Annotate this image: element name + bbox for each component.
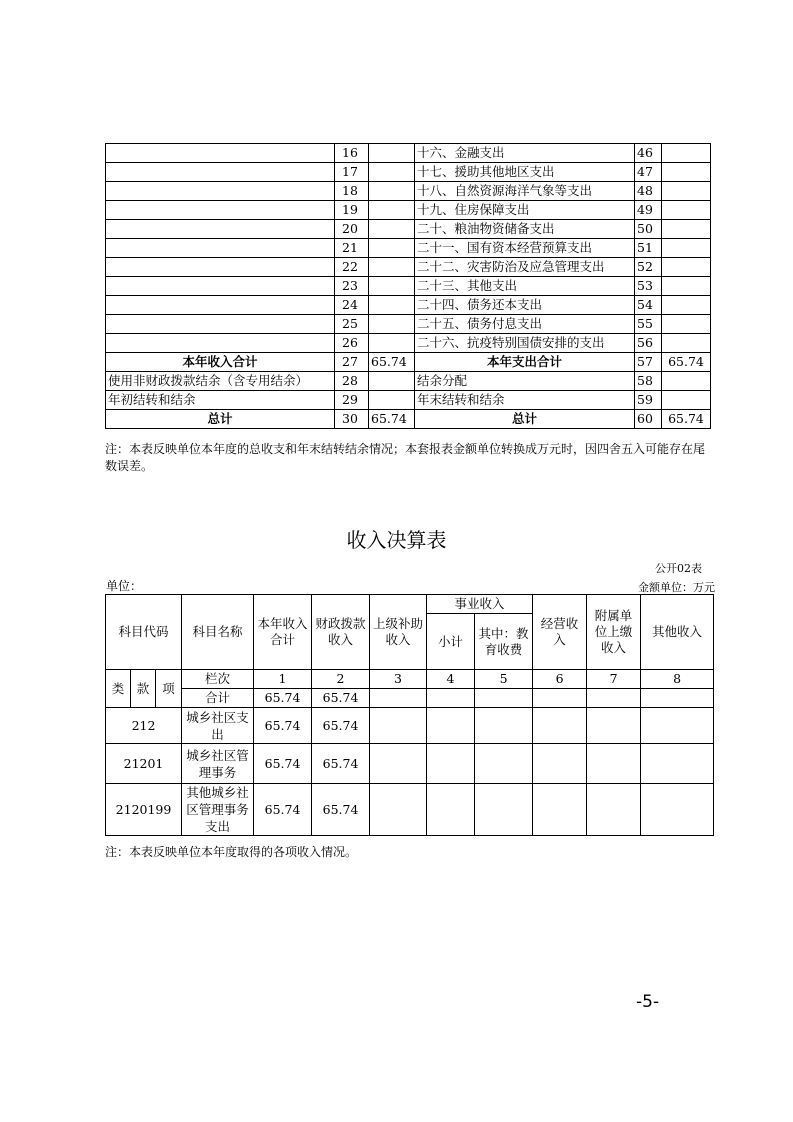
line-number: 18 bbox=[335, 182, 369, 201]
expense-line-number: 49 bbox=[635, 201, 662, 220]
expense-value-cell bbox=[662, 334, 711, 353]
table-row bbox=[106, 744, 714, 784]
fiscal-income: 65.74 bbox=[312, 784, 370, 836]
total-label: 合计 bbox=[182, 689, 254, 708]
expense-item: 二十一、国有资本经营预算支出 bbox=[415, 239, 635, 258]
table-row bbox=[106, 220, 711, 239]
fiscal-income: 65.74 bbox=[312, 744, 370, 784]
line-number: 25 bbox=[335, 315, 369, 334]
header-xiang: 项 bbox=[156, 670, 182, 708]
colnum-3: 3 bbox=[370, 670, 427, 689]
table-row bbox=[106, 296, 711, 315]
colnum-5: 5 bbox=[475, 670, 533, 689]
header-lei: 类 bbox=[106, 670, 131, 708]
expense-item: 二十五、债务付息支出 bbox=[415, 315, 635, 334]
income-item-cell bbox=[106, 239, 335, 258]
income-item-cell bbox=[106, 144, 335, 163]
value: 65.74 bbox=[369, 410, 415, 429]
header-annual-income: 本年收入合计 bbox=[254, 595, 312, 670]
table-row bbox=[106, 410, 711, 429]
expense-item: 十六、金融支出 bbox=[415, 144, 635, 163]
subject-code: 21201 bbox=[106, 744, 182, 784]
value-right bbox=[662, 372, 711, 391]
line-number: 17 bbox=[335, 163, 369, 182]
row-label: 本年收入合计 bbox=[106, 353, 335, 372]
total-fiscal: 65.74 bbox=[312, 689, 370, 708]
fiscal-income: 65.74 bbox=[312, 708, 370, 744]
income-value-cell bbox=[369, 334, 415, 353]
line-number: 22 bbox=[335, 258, 369, 277]
expense-value-cell bbox=[662, 239, 711, 258]
expense-line-number: 55 bbox=[635, 315, 662, 334]
header-column-no: 栏次 bbox=[182, 670, 254, 689]
row-label-right: 年末结转和结余 bbox=[415, 391, 635, 410]
line-number: 29 bbox=[335, 391, 369, 410]
colnum-4: 4 bbox=[427, 670, 475, 689]
income-table-title: 收入决算表 bbox=[346, 528, 447, 552]
expense-value-cell bbox=[662, 201, 711, 220]
expense-line-number: 52 bbox=[635, 258, 662, 277]
table-row bbox=[106, 277, 711, 296]
empty-cell bbox=[370, 744, 427, 784]
subject-code: 2120199 bbox=[106, 784, 182, 836]
row-label: 总计 bbox=[106, 410, 335, 429]
form-code: 公开02表 bbox=[655, 562, 702, 575]
expense-value-cell bbox=[662, 182, 711, 201]
table-row bbox=[106, 334, 711, 353]
empty-cell bbox=[533, 744, 587, 784]
line-number: 30 bbox=[335, 410, 369, 429]
expense-line-number: 56 bbox=[635, 334, 662, 353]
expense-item: 十九、住房保障支出 bbox=[415, 201, 635, 220]
table-row bbox=[106, 708, 714, 744]
expense-item: 二十四、债务还本支出 bbox=[415, 296, 635, 315]
header-education-fee: 其中：教育收费 bbox=[475, 614, 533, 670]
expense-line-number: 47 bbox=[635, 163, 662, 182]
expense-value-cell bbox=[662, 258, 711, 277]
table-row bbox=[106, 315, 711, 334]
income-value-cell bbox=[369, 296, 415, 315]
expense-line-number: 50 bbox=[635, 220, 662, 239]
income-item-cell bbox=[106, 315, 335, 334]
line-number: 23 bbox=[335, 277, 369, 296]
empty-cell bbox=[475, 784, 533, 836]
line-number-right: 57 bbox=[635, 353, 662, 372]
row-label-right: 结余分配 bbox=[415, 372, 635, 391]
empty-cell bbox=[641, 784, 714, 836]
page-number: -5- bbox=[636, 992, 660, 1012]
row-label: 年初结转和结余 bbox=[106, 391, 335, 410]
table-row bbox=[106, 163, 711, 182]
row-label: 使用非财政拨款结余（含专用结余） bbox=[106, 372, 335, 391]
row-label-right: 总计 bbox=[415, 410, 635, 429]
expense-line-number: 53 bbox=[635, 277, 662, 296]
colnum-8: 8 bbox=[641, 670, 714, 689]
empty-cell bbox=[533, 708, 587, 744]
income-value-cell bbox=[369, 201, 415, 220]
income-item-cell bbox=[106, 220, 335, 239]
table-row bbox=[106, 182, 711, 201]
empty-cell bbox=[370, 784, 427, 836]
expense-item: 二十、粮油物资储备支出 bbox=[415, 220, 635, 239]
unit-label: 单位： bbox=[106, 579, 143, 593]
header-subject-code: 科目代码 bbox=[106, 595, 182, 670]
line-number: 24 bbox=[335, 296, 369, 315]
table-row bbox=[106, 144, 711, 163]
expense-line-number: 48 bbox=[635, 182, 662, 201]
line-number: 20 bbox=[335, 220, 369, 239]
table-row bbox=[106, 353, 711, 372]
header-affiliated: 附属单位上缴收入 bbox=[587, 595, 641, 670]
empty-cell bbox=[427, 784, 475, 836]
income-value-cell bbox=[369, 258, 415, 277]
expense-value-cell bbox=[662, 277, 711, 296]
header-kuan: 款 bbox=[131, 670, 156, 708]
annual-income: 65.74 bbox=[254, 708, 312, 744]
expense-item: 十八、自然资源海洋气象等支出 bbox=[415, 182, 635, 201]
expense-line-number: 46 bbox=[635, 144, 662, 163]
total-annual: 65.74 bbox=[254, 689, 312, 708]
expense-line-number: 51 bbox=[635, 239, 662, 258]
expense-value-cell bbox=[662, 163, 711, 182]
income-value-cell bbox=[369, 239, 415, 258]
expense-item: 二十三、其他支出 bbox=[415, 277, 635, 296]
empty-cell bbox=[641, 744, 714, 784]
income-value-cell bbox=[369, 315, 415, 334]
line-number: 26 bbox=[335, 334, 369, 353]
income-value-cell bbox=[369, 277, 415, 296]
row-label-right: 本年支出合计 bbox=[415, 353, 635, 372]
income-item-cell bbox=[106, 201, 335, 220]
line-number: 27 bbox=[335, 353, 369, 372]
value bbox=[369, 391, 415, 410]
table-row bbox=[106, 372, 711, 391]
table-row bbox=[106, 239, 711, 258]
income-item-cell bbox=[106, 163, 335, 182]
income-item-cell bbox=[106, 258, 335, 277]
income-value-cell bbox=[369, 220, 415, 239]
line-number-right: 60 bbox=[635, 410, 662, 429]
header-business-income: 事业收入 bbox=[427, 595, 533, 614]
income-value-cell bbox=[369, 182, 415, 201]
income-value-cell bbox=[369, 144, 415, 163]
colnum-1: 1 bbox=[254, 670, 312, 689]
annual-income: 65.74 bbox=[254, 784, 312, 836]
expense-value-cell bbox=[662, 315, 711, 334]
empty-cell bbox=[427, 744, 475, 784]
colnum-6: 6 bbox=[533, 670, 587, 689]
table-row bbox=[106, 258, 711, 277]
value-right: 65.74 bbox=[662, 353, 711, 372]
header-fiscal: 财政拨款收入 bbox=[312, 595, 370, 670]
empty-cell bbox=[587, 784, 641, 836]
amount-unit: 金额单位：万元 bbox=[638, 581, 715, 594]
table-row bbox=[106, 391, 711, 410]
income-table bbox=[105, 594, 714, 836]
income-value-cell bbox=[369, 163, 415, 182]
empty-cell bbox=[641, 708, 714, 744]
value: 65.74 bbox=[369, 353, 415, 372]
subject-name: 城乡社区支出 bbox=[182, 708, 254, 744]
income-item-cell bbox=[106, 182, 335, 201]
empty-cell bbox=[475, 708, 533, 744]
value-right bbox=[662, 391, 711, 410]
empty-cell bbox=[475, 744, 533, 784]
summary-table bbox=[105, 143, 711, 429]
expense-line-number: 54 bbox=[635, 296, 662, 315]
header-subject-name: 科目名称 bbox=[182, 595, 254, 670]
subject-name: 城乡社区管理事务 bbox=[182, 744, 254, 784]
header-subtotal: 小计 bbox=[427, 614, 475, 670]
colnum-2: 2 bbox=[312, 670, 370, 689]
subject-name: 其他城乡社区管理事务支出 bbox=[182, 784, 254, 836]
subject-code: 212 bbox=[106, 708, 182, 744]
value bbox=[369, 372, 415, 391]
table-row bbox=[106, 201, 711, 220]
income-item-cell bbox=[106, 296, 335, 315]
line-number: 19 bbox=[335, 201, 369, 220]
line-number: 16 bbox=[335, 144, 369, 163]
note-top: 注：本表反映单位本年度的总收支和年末结转结余情况；本套报表金额单位转换成万元时，因四舍五入可能存在尾数误差。 bbox=[105, 442, 706, 473]
empty-cell bbox=[587, 744, 641, 784]
header-superior-subsidy: 上级补助收入 bbox=[370, 595, 427, 670]
income-item-cell bbox=[106, 334, 335, 353]
empty-cell bbox=[427, 708, 475, 744]
expense-item: 十七、援助其他地区支出 bbox=[415, 163, 635, 182]
table-row bbox=[106, 784, 714, 836]
note-bottom: 注：本表反映单位本年度取得的各项收入情况。 bbox=[105, 845, 358, 859]
expense-item: 二十二、灾害防治及应急管理支出 bbox=[415, 258, 635, 277]
line-number-right: 58 bbox=[635, 372, 662, 391]
empty-cell bbox=[533, 784, 587, 836]
expense-value-cell bbox=[662, 220, 711, 239]
line-number: 28 bbox=[335, 372, 369, 391]
expense-value-cell bbox=[662, 296, 711, 315]
income-item-cell bbox=[106, 277, 335, 296]
colnum-7: 7 bbox=[587, 670, 641, 689]
line-number: 21 bbox=[335, 239, 369, 258]
header-other: 其他收入 bbox=[641, 595, 714, 670]
header-operating: 经营收入 bbox=[533, 595, 587, 670]
empty-cell bbox=[370, 708, 427, 744]
line-number-right: 59 bbox=[635, 391, 662, 410]
expense-value-cell bbox=[662, 144, 711, 163]
value-right: 65.74 bbox=[662, 410, 711, 429]
annual-income: 65.74 bbox=[254, 744, 312, 784]
empty-cell bbox=[587, 708, 641, 744]
expense-item: 二十六、抗疫特别国债安排的支出 bbox=[415, 334, 635, 353]
